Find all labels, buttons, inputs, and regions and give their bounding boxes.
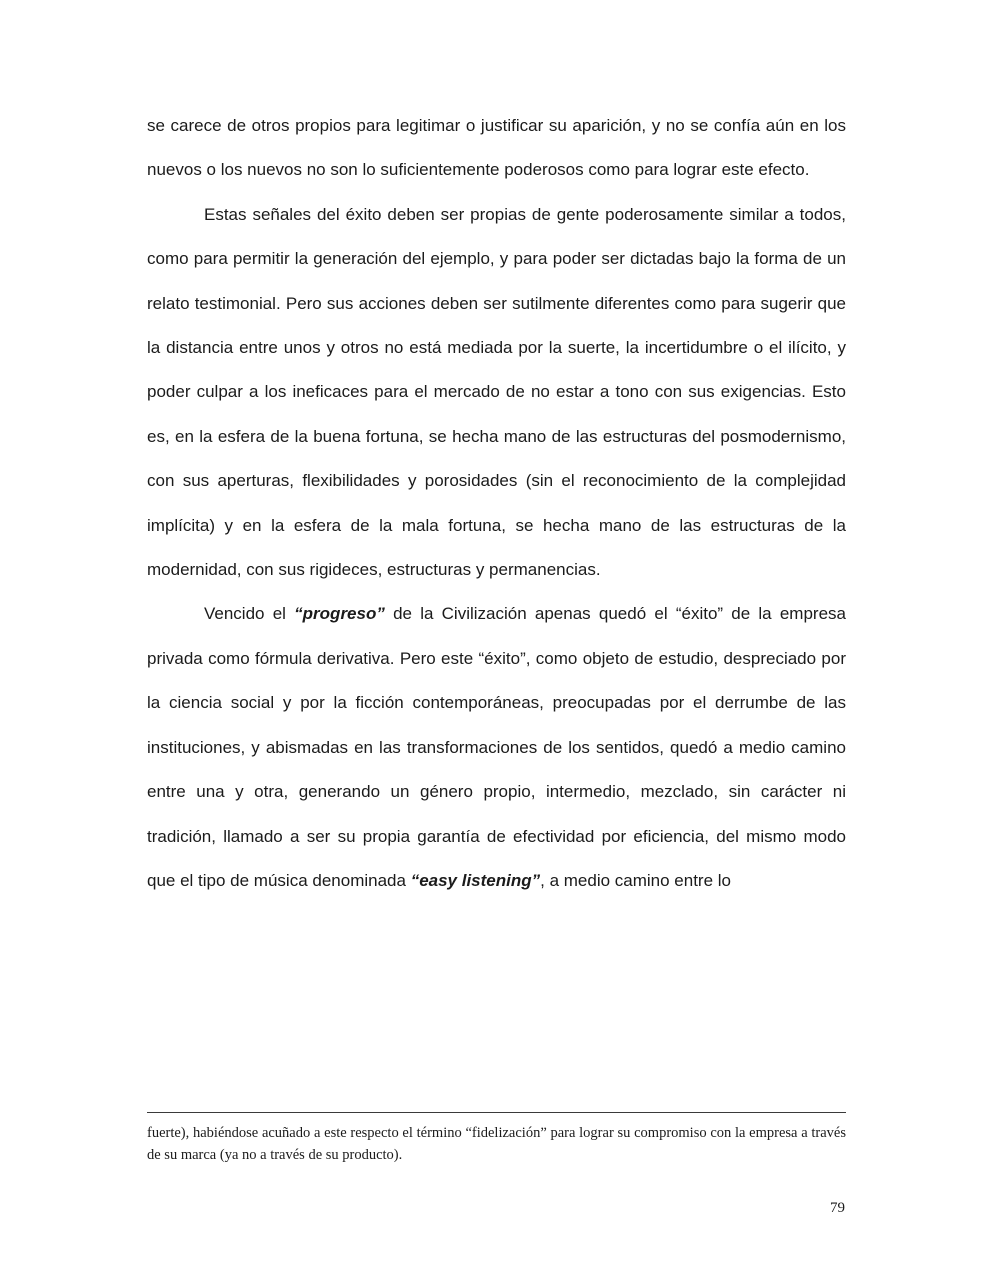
paragraph-2 — [147, 193, 846, 593]
footnote-separator — [147, 1112, 846, 1113]
body-text — [147, 104, 846, 903]
footnote-text: fuerte), habiéndose acuñado a este respecto el término “fidelización” para lograr su compromiso con la empresa a través de su marca (ya no a través de su producto). — [147, 1125, 846, 1163]
paragraph-3-text-2: de la Civilización apenas quedó el “éxito” de la empresa privada como fórmula derivativa. Pero este “éxito”, como objeto de estudio, despreciado por la ciencia social y por la ficción contemporáneas, preocupadas por el derrumbe de las instituciones, y abismadas en las transformaciones de los sentidos, quedó a medio camino entre una y otra, generando un género propio, intermedio, mezclado, sin carácter ni tradición, llamado a ser su propia garantía de efectividad por eficiencia, del mismo modo que el tipo de música denominada — [147, 604, 846, 890]
paragraph-3-emphasis-progreso: “progreso” — [294, 604, 385, 624]
paragraph-1-text: se carece de otros propios para legitimar o justificar su aparición, y no se confía aún en los nuevos o los nuevos no son lo suficientemente poderosos como para lograr este efecto. — [147, 116, 846, 180]
paragraph-2-text: Estas señales del éxito deben ser propias de gente poderosamente similar a todos, como para permitir la generación del ejemplo, y para poder ser dictadas bajo la forma de un relato testimonial. Pero sus acciones deben ser sutilmente diferentes como para sugerir que la distancia entre unos y otros no está mediada por la suerte, la incertidumbre o el ilícito, y poder culpar a los ineficaces para el mercado de no estar a tono con sus exigencias. Esto es, en la esfera de la buena fortuna, se hecha mano de las estructuras del posmodernismo, con sus aperturas, flexibilidades y porosidades (sin el reconocimiento de la complejidad implícita) y en la esfera de la mala fortuna, se hecha mano de las estructuras de la modernidad, con sus rigideces, estructuras y permanencias. — [147, 204, 846, 580]
paragraph-3-text-1: Vencido el — [204, 604, 295, 624]
paragraph-3-text-3: , a medio camino entre lo — [540, 870, 732, 890]
page-number: 79 — [830, 1200, 845, 1216]
paragraph-1 — [147, 104, 846, 193]
paragraph-3-emphasis-easy-listening: “easy listening” — [410, 870, 541, 890]
footnote-section — [147, 1112, 846, 1166]
paragraph-3 — [147, 592, 846, 903]
